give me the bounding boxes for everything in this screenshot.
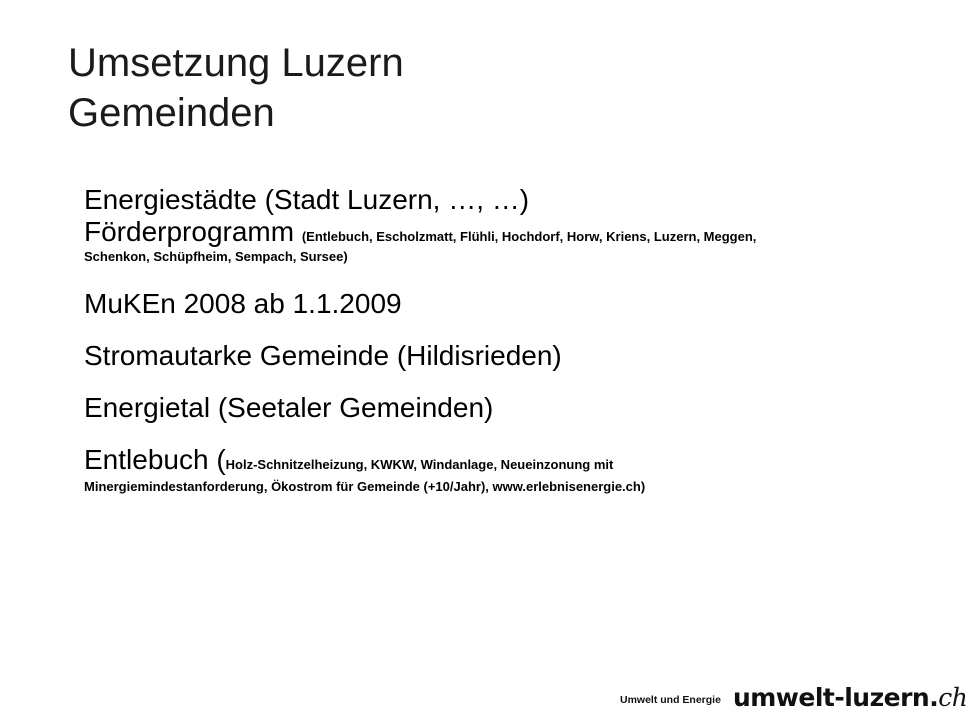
item-stromautarke-gemeinde: Stromautarke Gemeinde (Hildisrieden) (84, 340, 562, 371)
content-list (84, 184, 914, 496)
slide-title-line1: Umsetzung Luzern (68, 41, 404, 85)
foerderprogramm-label: Förderprogramm (84, 216, 295, 247)
entlebuch-detail-cont: Minergiemindestanforderung, Ökostrom für Gemeinde (+10/Jahr), www.erlebnisenergie.ch) (84, 479, 646, 494)
slide-title (68, 38, 404, 138)
entlebuch-detail: Holz-Schnitzelheizung, KWKW, Windanlage, Neueinzonung mit (225, 457, 614, 472)
logo-wordmark-tld: ch (938, 683, 967, 712)
foerderprogramm-detail: (Entlebuch, Escholzmatt, Flühli, Hochdorf, Horw, Kriens, Luzern, Meggen, (301, 229, 757, 244)
item-foerderprogramm (84, 216, 914, 266)
slide-title-line2: Gemeinden (68, 91, 275, 135)
umwelt-luzern-logo (620, 680, 967, 712)
logo-wordmark (733, 684, 967, 712)
logo-wordmark-main: umwelt-luzern. (732, 683, 939, 712)
item-entlebuch (84, 444, 914, 496)
entlebuch-label: Entlebuch ( (84, 444, 226, 475)
item-energiestaedte: Energiestädte (Stadt Luzern, …, …) (84, 184, 530, 215)
item-energietal: Energietal (Seetaler Gemeinden) (84, 392, 494, 423)
item-muken: MuKEn 2008 ab 1.1.2009 (84, 288, 402, 319)
logo-subtitle: Umwelt und Energie (620, 694, 721, 706)
foerderprogramm-detail-cont: Schenkon, Schüpfheim, Sempach, Sursee) (84, 249, 348, 264)
